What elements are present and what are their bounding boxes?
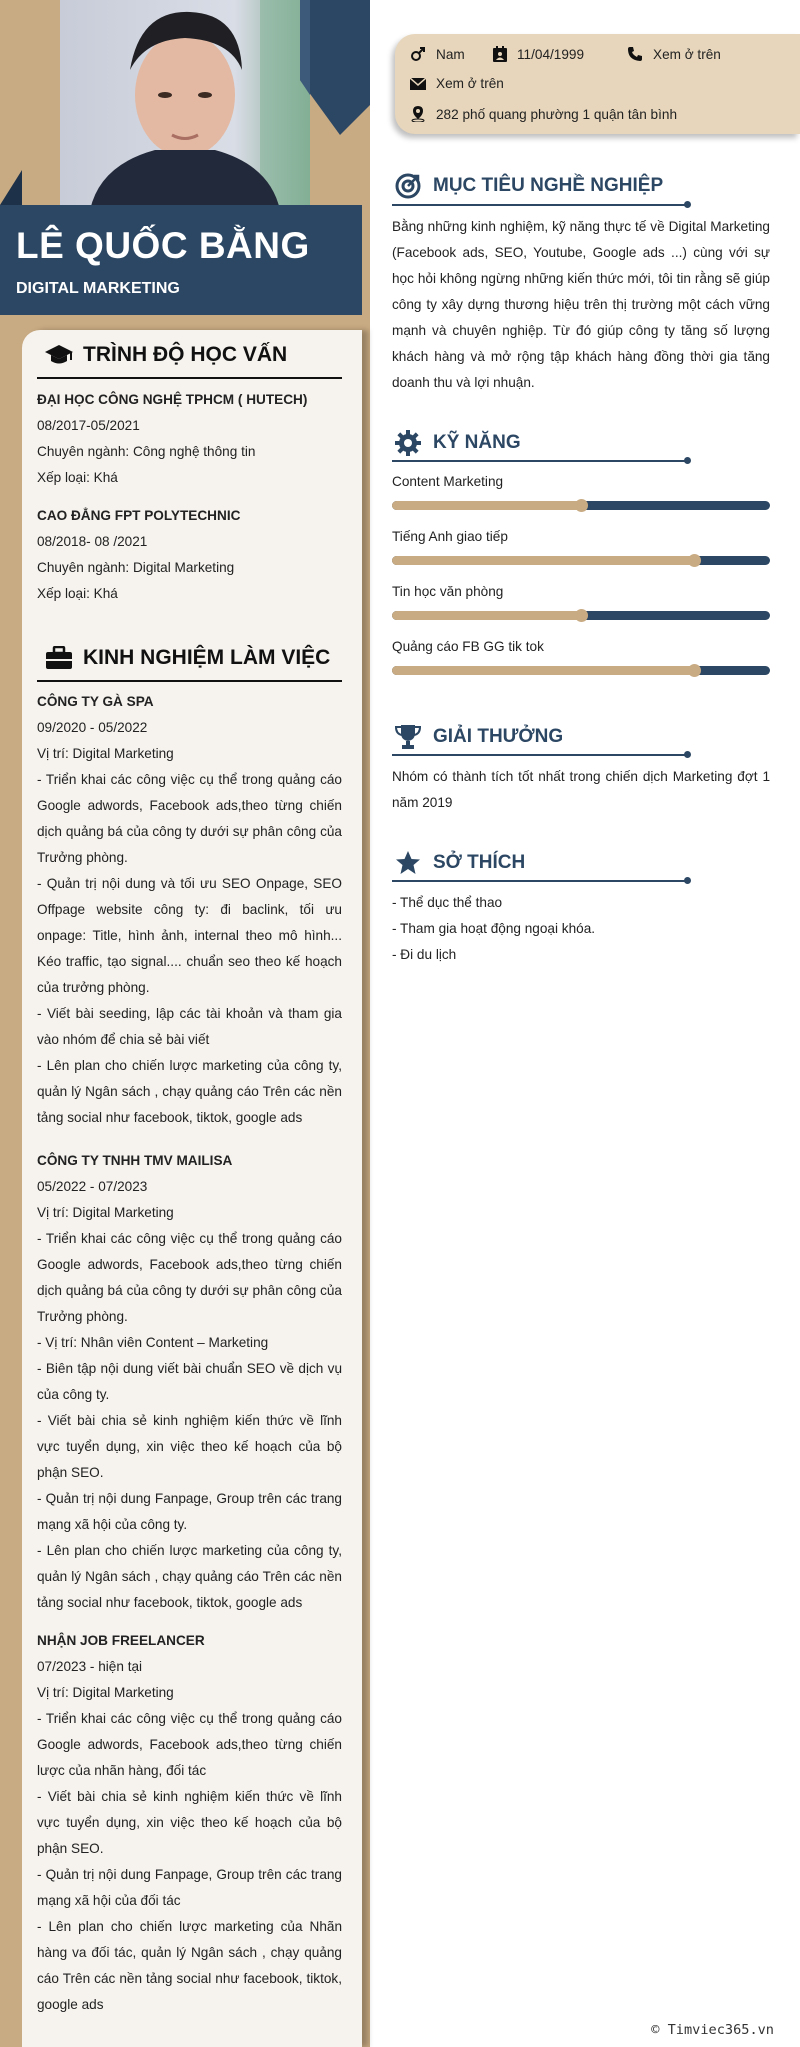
experience-item: [37, 1148, 342, 1616]
company-name: CÔNG TY GÀ SPA: [37, 694, 154, 709]
skill-knob: [575, 499, 588, 512]
skill-knob: [688, 664, 701, 677]
skill-name: Quảng cáo FB GG tik tok: [392, 639, 544, 654]
detail: - Lên plan cho chiến lược marketing của công ty, quản lý Ngân sách , chạy quảng cáo Trên các nền tảng social như facebook, tiktok, google ads: [37, 1058, 342, 1125]
skill-name: Content Marketing: [392, 474, 504, 489]
skill-bar: [392, 556, 770, 565]
target-icon: [395, 173, 421, 199]
grade: Xếp loại: Khá: [37, 586, 118, 601]
hobbies-divider-dot: [684, 877, 691, 884]
experience-heading-label: KINH NGHIỆM LÀM VIỆC: [83, 646, 331, 669]
gender-item: [410, 46, 465, 62]
company-name: NHẬN JOB FREELANCER: [37, 1633, 205, 1648]
objective-divider-dot: [684, 201, 691, 208]
star-icon: [395, 850, 421, 876]
skill-fill: [392, 501, 581, 510]
skill-bar: [392, 501, 770, 510]
gender-value: Nam: [436, 46, 465, 62]
objective-divider: [392, 204, 687, 206]
detail: - Viết bài chia sẻ kinh nghiệm kiến thức về lĩnh vực tuyển dụng, xin việc theo kế hoạch của bộ phận SEO.: [37, 1789, 342, 1856]
skill-knob: [575, 609, 588, 622]
hobbies-divider: [392, 880, 687, 882]
detail: - Biên tập nội dung viết bài chuẩn SEO về dịch vụ của công ty.: [37, 1361, 342, 1402]
major: Chuyên ngành: Công nghệ thông tin: [37, 444, 256, 459]
envelope-icon: [410, 78, 426, 90]
experience-item: [37, 689, 342, 1131]
trophy-icon: [395, 724, 421, 750]
experience-item: [37, 1628, 342, 2018]
objective-heading: [395, 173, 663, 199]
detail: - Lên plan cho chiến lược marketing của công ty, quản lý Ngân sách , chạy quảng cáo Trên các nền tảng social như facebook, tiktok, google ads: [37, 1543, 342, 1610]
gender-icon: [410, 46, 426, 62]
email-value: Xem ở trên: [436, 76, 504, 91]
role: Vị trí: Digital Marketing: [37, 1205, 174, 1220]
graduation-cap-icon: [45, 343, 73, 367]
awards-heading-label: GIẢI THƯỞNG: [433, 726, 564, 747]
grade: Xếp loại: Khá: [37, 470, 118, 485]
period: 08/2018- 08 /2021: [37, 534, 148, 549]
hobbies-heading: [395, 850, 525, 876]
photo-ribbon: [300, 0, 370, 135]
education-heading-label: TRÌNH ĐỘ HỌC VẤN: [83, 343, 288, 366]
skill-bar: [392, 611, 770, 620]
skill-knob: [688, 554, 701, 567]
detail: - Triển khai các công việc cụ thể trong quảng cáo Google adwords, Facebook ads,theo từng chiến lược của nhãn hàng, đối tác: [37, 1711, 342, 1778]
detail: - Viết bài chia sẻ kinh nghiệm kiến thức về lĩnh vực tuyển dụng, xin việc theo kế hoạch của bộ phận SEO.: [37, 1413, 342, 1480]
period: 07/2023 - hiện tại: [37, 1659, 143, 1674]
experience-divider: [37, 680, 342, 682]
email-item: [410, 76, 504, 91]
education-heading: [45, 343, 287, 367]
phone-icon: [627, 46, 643, 62]
school-name: CAO ĐẲNG FPT POLYTECHNIC: [37, 508, 241, 523]
detail: - Quản trị nội dung và tối ưu SEO Onpage, SEO Offpage website công ty: đi baclink, tối ưu onpage: Title, hình ảnh, internal theo mô hình... Kéo traffic, tạo signal.... chuẩn seo theo kế hoạch của trưởng phòng.: [37, 876, 342, 995]
candidate-title: DIGITAL MARKETING: [16, 280, 180, 297]
period: 08/2017-05/2021: [37, 418, 140, 433]
awards-heading: [395, 724, 563, 750]
skills-heading-label: KỸ NĂNG: [433, 432, 521, 453]
role: Vị trí: Digital Marketing: [37, 746, 174, 761]
skills-divider: [392, 460, 687, 462]
experience-heading: [45, 646, 330, 670]
detail: - Quản trị nội dung Fanpage, Group trên các trang mạng xã hội của đối tác: [37, 1867, 342, 1908]
skills-divider-dot: [684, 457, 691, 464]
skill-name: Tin học văn phòng: [392, 584, 504, 599]
dob-item: [493, 46, 584, 62]
role: Vị trí: Digital Marketing: [37, 1685, 174, 1700]
skill-fill: [392, 556, 694, 565]
briefcase-icon: [45, 646, 73, 670]
detail: - Quản trị nội dung Fanpage, Group trên các trang mạng xã hội của công ty.: [37, 1491, 342, 1532]
skill-bar: [392, 666, 770, 675]
awards-text: Nhóm có thành tích tốt nhất trong chiến dịch Marketing đợt 1 năm 2019: [392, 769, 770, 810]
profile-photo: [60, 0, 310, 210]
company-name: CÔNG TY TNHH TMV MAILISA: [37, 1153, 233, 1168]
phone-item: [627, 46, 721, 62]
objective-text: Bằng những kinh nghiệm, kỹ năng thực tế về Digital Marketing (Facebook ads, SEO, Youtube, Google ads ...) cùng với sự học hỏi không ngừng những kiến thức mới, tôi tin rằng sẽ giúp công ty xây dựng thương hiệu trên thị trường một cách vững mạnh và chuyên nghiệp. Từ đó giúp công ty tăng số lượng khách hàng và mở rộng tập khách hàng đồng thời gia tăng doanh thu và lợi nhuận.: [392, 219, 770, 390]
education-item: [37, 387, 342, 491]
detail: - Triển khai các công việc cụ thể trong quảng cáo Google adwords, Facebook ads,theo từng chiến dịch quảng bá của công ty dưới sự phân công của Trưởng phòng.: [37, 1231, 342, 1324]
skill-fill: [392, 666, 694, 675]
skill-fill: [392, 611, 581, 620]
awards-divider: [392, 754, 687, 756]
education-item: [37, 503, 342, 607]
hobby-item: - Thể dục thể thao: [392, 895, 503, 910]
candidate-name: LÊ QUỐC BẰNG: [16, 225, 310, 266]
school-name: ĐẠI HỌC CÔNG NGHỆ TPHCM ( HUTECH): [37, 392, 308, 407]
hobby-item: - Đi du lịch: [392, 947, 457, 962]
period: 05/2022 - 07/2023: [37, 1179, 148, 1194]
skill-name: Tiếng Anh giao tiếp: [392, 529, 508, 544]
location-pin-icon: [410, 106, 426, 122]
footer-credit: © Timviec365.vn: [651, 2022, 774, 2038]
hobbies-heading-label: SỞ THÍCH: [433, 852, 526, 873]
major: Chuyên ngành: Digital Marketing: [37, 560, 235, 575]
awards-divider-dot: [684, 751, 691, 758]
objective-heading-label: MỤC TIÊU NGHỀ NGHIỆP: [433, 175, 664, 196]
skills-heading: [395, 430, 521, 456]
hobby-item: - Tham gia hoạt động ngoại khóa.: [392, 921, 596, 936]
detail: - Lên plan cho chiến lược marketing của Nhãn hàng va đối tác, quản lý Ngân sách , chạy quảng cáo Trên các nền tảng social như facebook, tiktok, google ads: [37, 1919, 342, 2012]
gear-icon: [395, 430, 421, 456]
period: 09/2020 - 05/2022: [37, 720, 148, 735]
education-divider: [37, 377, 342, 379]
detail: - Triển khai các công việc cụ thể trong quảng cáo Google adwords, Facebook ads,theo từng chiến dịch quảng bá của công ty dưới sự phân công của Trưởng phòng.: [37, 772, 342, 865]
detail: - Vị trí: Nhân viên Content – Marketing: [37, 1335, 269, 1350]
phone-value: Xem ở trên: [653, 46, 721, 62]
address-item: [410, 106, 677, 122]
detail: - Viết bài seeding, lập các tài khoản và tham gia vào nhóm để chia sẻ bài viết: [37, 1006, 342, 1047]
address-value: 282 phố quang phường 1 quận tân bình: [436, 106, 678, 122]
dob-value: 11/04/1999: [517, 46, 585, 62]
calendar-icon: [493, 46, 507, 62]
